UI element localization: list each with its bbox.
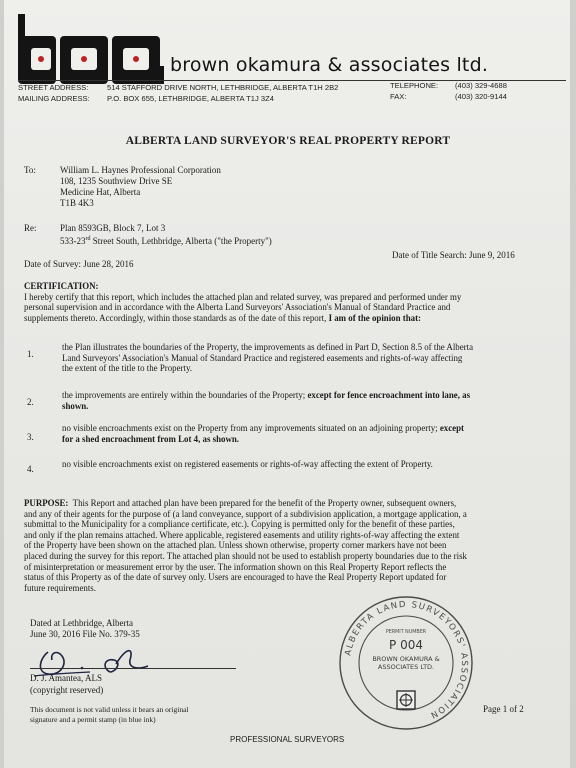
mailing-label: MAILING ADDRESS: bbox=[18, 94, 90, 103]
telephone-number: (403) 329-4688 bbox=[455, 81, 507, 90]
fax-label: FAX: bbox=[390, 92, 407, 101]
opinion-item-4 bbox=[62, 459, 532, 470]
title-search-date: Date of Title Search: June 9, 2016 bbox=[392, 250, 515, 260]
mailing-address: P.O. BOX 655, LETHBRIDGE, ALBERTA T1J 3Z4 bbox=[107, 94, 274, 103]
item-number: 1. bbox=[27, 349, 34, 359]
survey-date: Date of Survey: June 28, 2016 bbox=[24, 259, 134, 269]
purpose-line: and any of their agents for the purpose of (a land conveyance, support of a subdivision application, a mortgage application, a bbox=[24, 508, 467, 519]
date-and-file-number: June 30, 2016 File No. 379-35 bbox=[30, 629, 140, 639]
addressee-block bbox=[60, 165, 221, 209]
signature-line bbox=[30, 668, 236, 669]
opinion-item-1 bbox=[62, 342, 532, 374]
surveyor-name: D. J. Amantea, ALS bbox=[30, 673, 102, 683]
property-address-suffix: rd bbox=[85, 236, 91, 242]
addressee-line: William L. Haynes Professional Corporation bbox=[60, 165, 221, 175]
item-line: Land Surveyors' Association's Manual of Standard Practice and registered easements and rights-of-way affecting bbox=[62, 352, 463, 363]
certification-line: supplements thereto. Accordingly, within those standards as of the date of this report, I am of the opinion that: bbox=[24, 312, 422, 323]
property-address bbox=[60, 234, 272, 247]
page-number: Page 1 of 2 bbox=[483, 704, 524, 714]
purpose-section bbox=[24, 498, 538, 593]
purpose-line: of the Property have been shown on the attached plan. Unless shown otherwise, property corner markers have not been bbox=[24, 540, 447, 551]
item-number: 4. bbox=[27, 464, 34, 474]
item-line: the extent of the title to the Property. bbox=[62, 363, 193, 374]
stamp-ring-text: ALBERTA LAND SURVEYORS' ASSOCIATION bbox=[343, 599, 470, 721]
item-line: no visible encroachments exist on registered easements or rights-of-way affecting the extent of Property. bbox=[62, 459, 433, 469]
dated-at: Dated at Lethbridge, Alberta bbox=[30, 618, 133, 628]
street-label: STREET ADDRESS: bbox=[18, 83, 89, 92]
certification-line: personal supervision and in accordance with the Alberta Land Surveyors' Association's Manual of Standard Practice and bbox=[24, 302, 451, 313]
addressee-line: T1B 4K3 bbox=[60, 198, 94, 208]
property-block bbox=[60, 223, 272, 247]
permit-number: P 004 bbox=[389, 638, 423, 652]
property-address-street: Street South, Lethbridge, Alberta ("the Property") bbox=[90, 236, 272, 246]
opinion-item-3: no visible encroachments exist on the Property from any improvements situated on an adjoining property; except for a shed encroachment from Lot 4, as shown. bbox=[62, 423, 464, 444]
stamp-emblem-icon bbox=[397, 691, 415, 709]
certification-line: I hereby certify that this report, which includes the attached plan and related survey, was prepared and performed under my bbox=[24, 291, 462, 302]
stamp-firm-line: BROWN OKAMURA & bbox=[372, 655, 440, 663]
purpose-line: of misinterpretation or measurement error by the user. The information shown on this Real Property Report reflects the bbox=[24, 561, 447, 572]
legal-description: Plan 8593GB, Block 7, Lot 3 bbox=[60, 223, 166, 233]
telephone-label: TELEPHONE: bbox=[390, 81, 439, 90]
purpose-line: placed during the survey for this report. The attached plan should not be used to establish property boundaries due to the risk bbox=[24, 550, 467, 561]
item-number: 3. bbox=[27, 432, 34, 442]
purpose-line: future requirements. bbox=[24, 582, 96, 593]
purpose-line: submittal to the Municipality for a compliance certificate, etc.). Copying is permitted only for the benefit of these parties, bbox=[24, 519, 455, 530]
to-label: To: bbox=[24, 165, 36, 175]
opinion-phrase: I am of the opinion that: bbox=[328, 312, 422, 323]
company-logo bbox=[18, 14, 168, 86]
purpose-line: status of this Property as of the date of survey only. Users are encouraged to have the Real Property Report updated for bbox=[24, 572, 447, 583]
purpose-line: and only if the plan remains attached. Where applicable, registered easements and utility rights-of-way affecting the extent bbox=[24, 529, 460, 540]
footer-professional: PROFESSIONAL SURVEYORS bbox=[230, 735, 345, 744]
street-address: 514 STAFFORD DRIVE NORTH, LETHBRIDGE, ALBERTA T1H 2B2 bbox=[107, 83, 339, 92]
re-label: Re: bbox=[24, 223, 37, 233]
certification-section bbox=[24, 281, 538, 323]
certification-heading: CERTIFICATION: bbox=[24, 281, 99, 291]
stamp-permit-label: PERMIT NUMBER bbox=[385, 630, 427, 635]
purpose-line: This Report and attached plan have been prepared for the benefit of the Property owner, subsequent owners, bbox=[72, 498, 457, 508]
addressee-line: Medicine Hat, Alberta bbox=[60, 187, 141, 197]
addressee-line: 108, 1235 Southview Drive SE bbox=[60, 176, 173, 186]
property-address-number: 533-23 bbox=[60, 236, 86, 246]
validity-note: This document is not valid unless it bears an original signature and a permit stamp (in blue ink) bbox=[30, 705, 189, 724]
fax-number: (403) 320-9144 bbox=[455, 92, 507, 101]
copyright-note: (copyright reserved) bbox=[30, 685, 104, 695]
opinion-item-2: the improvements are entirely within the boundaries of the Property; except for fence encroachment into lane, as shown. bbox=[62, 390, 471, 411]
purpose-heading: PURPOSE: bbox=[24, 498, 69, 508]
item-line: the Plan illustrates the boundaries of the Property, the improvements as defined in Part D, Section 8.5 of the Alberta bbox=[62, 342, 474, 352]
permit-stamp bbox=[336, 593, 476, 733]
company-name: brown okamura & associates ltd. bbox=[170, 54, 489, 76]
page-title: ALBERTA LAND SURVEYOR'S REAL PROPERTY REPORT bbox=[125, 135, 451, 147]
stamp-firm-line: ASSOCIATES LTD. bbox=[377, 663, 435, 671]
item-number: 2. bbox=[27, 397, 34, 407]
